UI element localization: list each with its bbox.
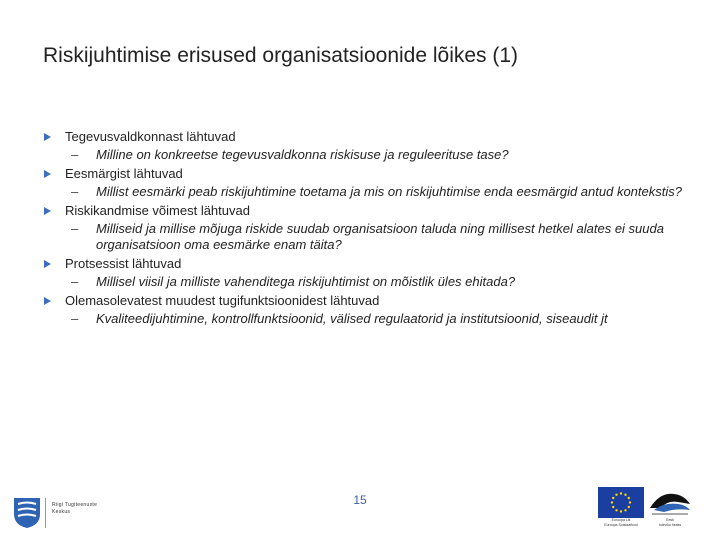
eu-star-icon: [612, 506, 614, 508]
eu-caption: [596, 518, 646, 527]
sub-bullet-item: [44, 311, 684, 327]
bird-caption: [648, 518, 692, 527]
bullet-item: [44, 129, 684, 145]
eu-star-icon: [615, 509, 617, 511]
dash-icon: –: [71, 184, 79, 199]
dash-icon: –: [71, 221, 79, 236]
triangle-bullet-icon: [44, 170, 51, 178]
dash-icon: –: [71, 274, 79, 289]
bullet-text: Olemasolevatest muudest tugifunktsioonidest lähtuvad: [65, 293, 380, 308]
triangle-bullet-icon: [44, 207, 51, 215]
bullet-text: Riskikandmise võimest lähtuvad: [65, 203, 250, 218]
bird-logo-icon: [648, 486, 692, 518]
eu-caption-line: Euroopa Sotsiaalfond: [604, 522, 638, 527]
bullet-text: Protsessist lähtuvad: [65, 256, 182, 271]
sub-bullet-text: Milliseid ja millise mõjuga riskide suudab organisatsioon taluda ning millisest hetkel alates ei suuda organisatsioon oma eesmärke enam täita?: [96, 221, 664, 252]
eu-star-icon: [620, 510, 622, 512]
bullet-item: [44, 203, 684, 219]
bullet-item: [44, 256, 684, 272]
eu-star-icon: [628, 497, 630, 499]
estonia-crest-icon: [10, 494, 50, 530]
eu-star-icon: [615, 494, 617, 496]
bullet-item: [44, 166, 684, 182]
bird-caption-line: Eesti: [666, 518, 674, 522]
org-name-line: Keskus: [52, 509, 71, 515]
eu-star-icon: [629, 501, 631, 503]
bird-caption-line: tuleviku heaks: [658, 522, 682, 527]
eu-star-icon: [628, 506, 630, 508]
org-name: [52, 502, 97, 516]
sub-bullet-item: [44, 147, 684, 163]
dash-icon: –: [71, 311, 79, 326]
bullet-text: Tegevusvaldkonnast lähtuvad: [65, 129, 236, 144]
eu-star-icon: [624, 494, 626, 496]
bullet-text: Eesmärgist lähtuvad: [65, 166, 183, 181]
bullet-list: [44, 129, 684, 330]
dash-icon: –: [71, 147, 79, 162]
eu-star-icon: [611, 501, 613, 503]
sub-bullet-text: Millisel viisil ja milliste vahenditega riskijuhtimist on mõistlik üles ehitada?: [96, 274, 516, 289]
page-number: 15: [353, 493, 367, 507]
eu-flag-icon: [598, 487, 644, 518]
eu-caption-line: Euroopa Liit: [611, 518, 631, 522]
bullet-item: [44, 293, 684, 309]
sub-bullet-item: [44, 184, 684, 200]
sub-bullet-text: Milline on konkreetse tegevusvaldkonna riskisuse ja reguleerituse tase?: [96, 147, 509, 162]
slide-title: Riskijuhtimise erisused organisatsioonide lõikes (1): [43, 44, 519, 67]
eu-star-icon: [624, 509, 626, 511]
eu-star-icon: [612, 497, 614, 499]
triangle-bullet-icon: [44, 133, 51, 141]
org-name-line: Riigi Tugiteenuste: [52, 502, 98, 508]
triangle-bullet-icon: [44, 260, 51, 268]
triangle-bullet-icon: [44, 297, 51, 305]
sub-bullet-text: Kvaliteedijuhtimine, kontrollfunktsioonid, välised regulaatorid ja institutsioonid, siseaudit jt: [96, 311, 608, 326]
sub-bullet-text: Millist eesmärki peab riskijuhtimine toetama ja mis on riskijuhtimise enda eesmärgid antud kontekstis?: [96, 184, 682, 199]
eu-star-icon: [620, 492, 622, 494]
sub-bullet-item: [44, 221, 684, 253]
sub-bullet-item: [44, 274, 684, 290]
